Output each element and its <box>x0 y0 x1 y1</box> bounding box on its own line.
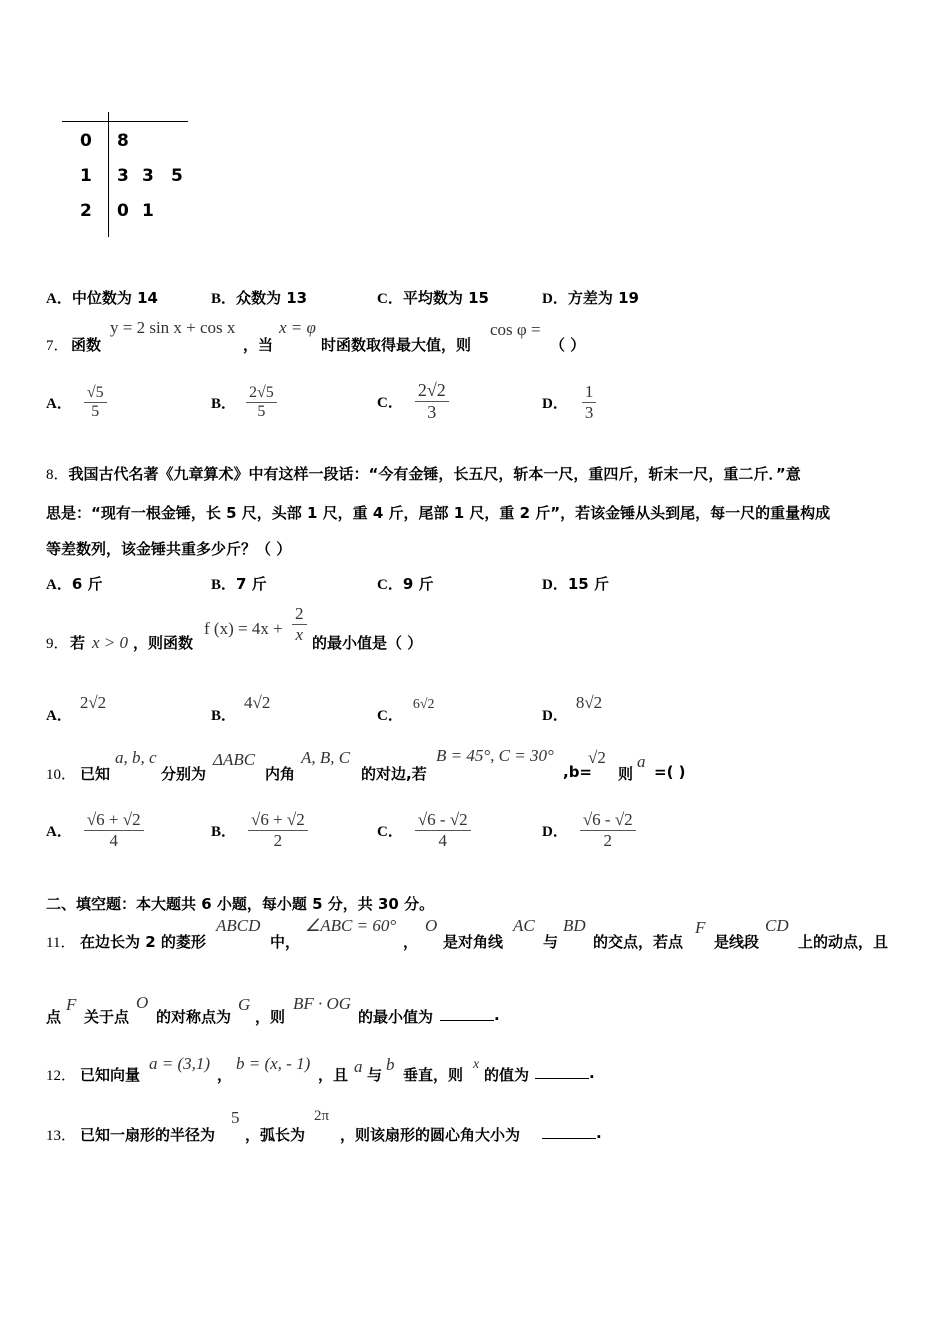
q11-abcd: ABCD <box>216 916 261 935</box>
fraction: $\frac{√6 - √2}{2}$ <box>580 810 636 850</box>
q8-line: 思是：“现有一根金锤，长 5 尺，头部 1 尺，重 4 斤，尾部 1 尺，重 2 斤”，若该金锤从头到尾，每一尺的重量构成 <box>46 504 831 522</box>
q10-b-value: √2 <box>588 748 606 767</box>
q12-number: 12． <box>46 1068 77 1084</box>
q12-text: 垂直，则 <box>403 1066 464 1084</box>
q8-option-b[interactable]: B．7 斤 <box>211 575 267 593</box>
q9-text: ，则函数 <box>133 634 194 652</box>
q7-text: ，当 <box>243 336 274 354</box>
q6-option-d[interactable]: D．方差为 19 <box>542 289 639 307</box>
q12-answer-blank[interactable] <box>535 1064 589 1079</box>
fraction: $\frac{√6 + √2}{4}$ <box>84 810 144 850</box>
fraction: $\frac{√5}{5}$ <box>84 384 107 422</box>
q10-option-c[interactable]: C． $\frac{√6 - √2}{4}$ <box>377 810 471 850</box>
leaf: 8 <box>117 131 129 151</box>
stem-0: 0 <box>80 131 92 151</box>
q6-option-a[interactable]: A．中位数为 14 <box>46 289 158 307</box>
fraction: $\frac{1}{3}$ <box>582 382 597 422</box>
q11-cd: CD <box>765 916 789 935</box>
q11-expression: BF · OG <box>293 994 352 1013</box>
q13-text: ，弧长为 <box>245 1126 306 1144</box>
leaf: 3 <box>117 166 129 186</box>
q9-function: f (x) = 4x + <box>204 619 283 638</box>
stem-leaf-hline <box>62 121 188 122</box>
leaf: 3 <box>142 166 154 186</box>
q11-text: 在边长为 2 的菱形 <box>80 933 206 951</box>
q11-text: 与 <box>543 933 559 951</box>
q8-line: 等差数列，该金锤共重多少斤？（ ） <box>46 540 292 558</box>
q6-option-c[interactable]: C．平均数为 15 <box>377 289 489 307</box>
fraction: $\frac{2√2}{3}$ <box>415 380 449 422</box>
leaf: 5 <box>171 166 183 186</box>
q10-angles: A, B, C <box>301 748 351 767</box>
q9-number: 9． <box>46 636 69 652</box>
q11-text: . <box>494 1006 500 1024</box>
q10-option-a[interactable]: A． $\frac{√6 + √2}{4}$ <box>46 810 144 850</box>
q11-text: 是线段 <box>714 933 760 951</box>
q10-text: 已知 <box>80 765 111 783</box>
q10-paren: =( ) <box>654 763 686 781</box>
q9-condition: x > 0 <box>92 633 129 652</box>
q9-fraction: $\frac{2}{x}$ <box>292 604 307 644</box>
q10-a: a <box>637 752 646 771</box>
q10-option-d[interactable]: D． $\frac{√6 - √2}{2}$ <box>542 810 636 850</box>
q10-sides: a, b, c <box>115 748 157 767</box>
q9-option-c[interactable]: C．6√2 <box>377 697 435 724</box>
fraction: $\frac{2√5}{5}$ <box>246 384 277 422</box>
q12-text: ， <box>217 1066 233 1084</box>
q9-option-d[interactable]: D．8√2 <box>542 693 603 724</box>
q7-option-d[interactable]: D． $\frac{1}{3}$ <box>542 382 596 422</box>
q11-text: 的交点，若点 <box>593 933 684 951</box>
q10-text: 分别为 <box>161 765 207 783</box>
q12-vector-b: b = (x, - 1) <box>236 1054 311 1073</box>
q13-radius: 5 <box>231 1108 240 1127</box>
q11-text: 上的动点，且 <box>798 933 889 951</box>
q10-number: 10． <box>46 767 77 783</box>
stem-1: 1 <box>80 166 92 186</box>
q7-number: 7． <box>46 338 69 354</box>
q12-b: b <box>386 1055 395 1074</box>
q9-text: 若 <box>70 634 86 652</box>
q7-paren: （ ） <box>550 336 586 354</box>
q7-condition: x = φ <box>279 318 316 337</box>
q10-text: 则 <box>618 765 634 783</box>
q7-text: 函数 <box>71 336 102 354</box>
q8-option-c[interactable]: C．9 斤 <box>377 575 434 593</box>
q11-text: 是对角线 <box>443 933 504 951</box>
q12-text: 的值为 <box>484 1066 530 1084</box>
q13-number: 13． <box>46 1128 77 1144</box>
q12-x: x <box>473 1057 480 1072</box>
q8-line: 8．我国古代名著《九章算术》中有这样一段话：“今有金锤，长五尺，斩本一尺，重四斤，斩末一尺，重二斤．”意 <box>46 465 801 483</box>
q13-answer-blank[interactable] <box>542 1124 596 1139</box>
q11-text: 的最小值为 <box>358 1008 434 1026</box>
q11-angle: ∠ABC = 60° <box>305 916 397 935</box>
q12-text: . <box>589 1064 595 1082</box>
q10-text: 的对边,若 <box>361 765 427 783</box>
q11-text: 关于点 <box>84 1008 130 1026</box>
q13-text: 已知一扇形的半径为 <box>80 1126 216 1144</box>
q10-option-b[interactable]: B． $\frac{√6 + √2}{2}$ <box>211 810 308 850</box>
q9-option-b[interactable]: B．4√2 <box>211 693 271 724</box>
q10-given: B = 45°, C = 30° <box>436 746 554 765</box>
q7-text: 时函数取得最大值，则 <box>321 336 472 354</box>
q11-f: F <box>695 918 706 937</box>
q6-option-b[interactable]: B．众数为 13 <box>211 289 308 307</box>
q12-a: a <box>354 1057 363 1076</box>
q11-text: ，则 <box>255 1008 286 1026</box>
leaf: 1 <box>142 201 154 221</box>
q11-o: O <box>136 993 149 1012</box>
q7-option-c[interactable]: C． $\frac{2√2}{3}$ <box>377 380 449 422</box>
q11-bd: BD <box>563 916 586 935</box>
q13-text: ，则该扇形的圆心角大小为 <box>340 1126 521 1144</box>
q7-function: y = 2 sin x + cos x <box>110 318 236 337</box>
q10-text: 内角 <box>265 765 296 783</box>
q12-text: 与 <box>367 1066 383 1084</box>
q7-option-a[interactable]: A． $\frac{√5}{5}$ <box>46 384 107 422</box>
q7-ask: cos φ = <box>490 320 541 339</box>
q11-text: 的对称点为 <box>156 1008 232 1026</box>
q13-text: . <box>596 1124 602 1142</box>
fraction: $\frac{√6 - √2}{4}$ <box>415 810 471 850</box>
q10-text: ,b= <box>563 763 593 781</box>
q11-g: G <box>238 995 251 1014</box>
q7-option-b[interactable]: B． $\frac{2√5}{5}$ <box>211 384 277 422</box>
q11-text: ， <box>403 933 419 951</box>
stem-leaf-vline <box>108 112 109 237</box>
section-title: 二、填空题：本大题共 6 小题，每小题 5 分，共 30 分。 <box>46 895 435 913</box>
q11-ac: AC <box>513 916 535 935</box>
q11-text: 点 <box>46 1008 62 1026</box>
q13-arc-length: 2π <box>314 1108 330 1124</box>
q11-number: 11． <box>46 935 76 951</box>
fraction: $\frac{√6 + √2}{2}$ <box>248 810 308 850</box>
q11-answer-blank[interactable] <box>440 1006 494 1021</box>
q9-text: 的最小值是（ ） <box>312 634 423 652</box>
stem-2: 2 <box>80 201 92 221</box>
q12-text: 已知向量 <box>80 1066 141 1084</box>
q11-o: O <box>425 916 438 935</box>
q10-triangle: ΔABC <box>213 750 256 769</box>
q11-f: F <box>66 995 77 1014</box>
q11-text: 中， <box>270 933 301 951</box>
q8-option-a[interactable]: A．6 斤 <box>46 575 103 593</box>
q8-option-d[interactable]: D．15 斤 <box>542 575 609 593</box>
q12-vector-a: a = (3,1) <box>149 1054 211 1073</box>
q12-text: ，且 <box>318 1066 349 1084</box>
leaf: 0 <box>117 201 129 221</box>
q9-option-a[interactable]: A．2√2 <box>46 693 107 724</box>
